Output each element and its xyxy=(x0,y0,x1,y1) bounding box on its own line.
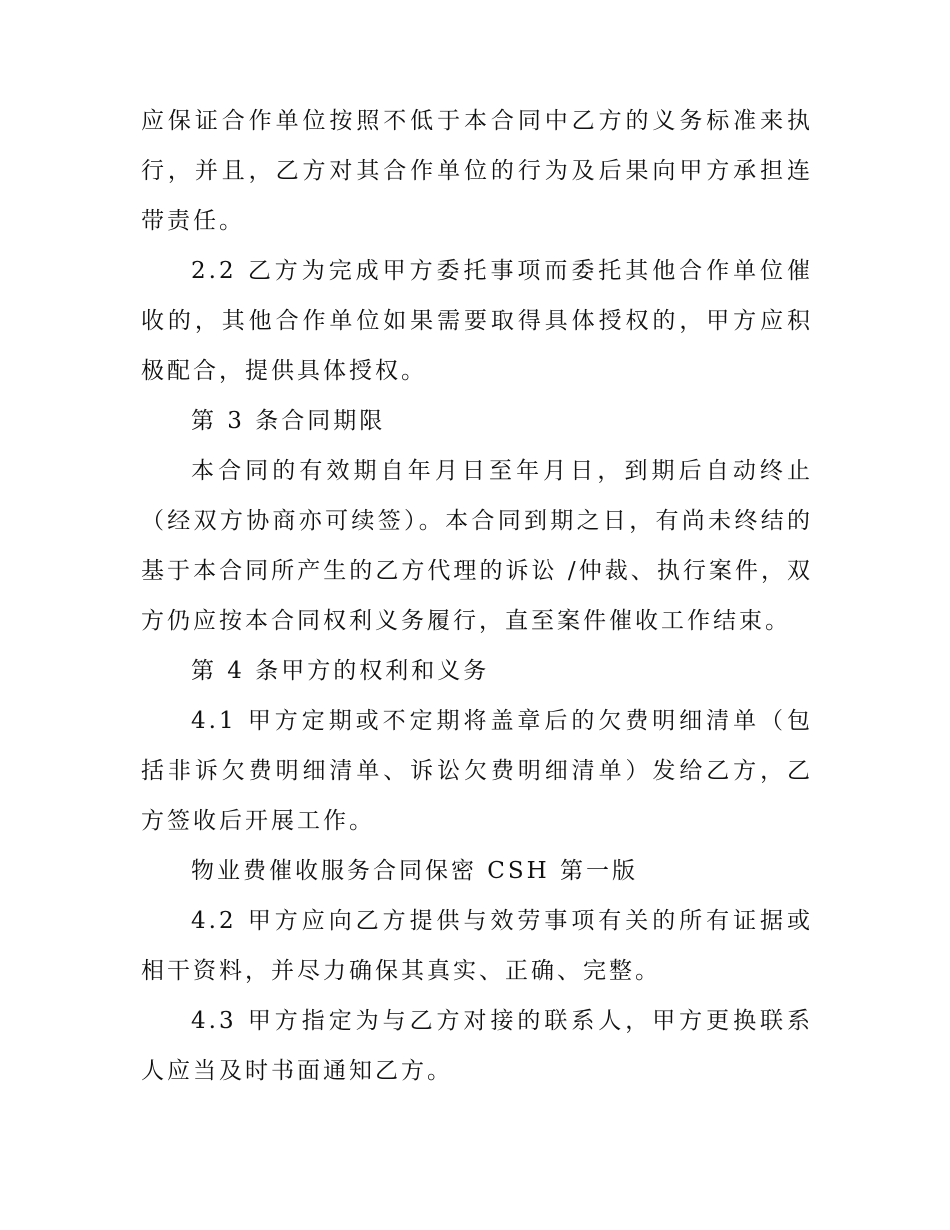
document-body xyxy=(141,96,813,1096)
paragraph-1: 应保证合作单位按照不低于本合同中乙方的义务标准来执行，并且，乙方对其合作单位的行为及后果向甲方承担连带责任。 xyxy=(141,108,813,234)
section-heading-4: 第 4 条甲方的权利和义务 xyxy=(191,658,490,684)
paragraph-4-3: 4.3 甲方指定为与乙方对接的联系人，甲方更换联系人应当及时书面通知乙方。 xyxy=(141,1008,813,1084)
section-heading-3: 第 3 条合同期限 xyxy=(191,408,386,434)
paragraph-4-1: 4.1 甲方定期或不定期将盖章后的欠费明细清单（包括非诉欠费明细清单、诉讼欠费明细清单）发给乙方，乙方签收后开展工作。 xyxy=(141,708,813,834)
paragraph-2: 2.2 乙方为完成甲方委托事项而委托其他合作单位催收的，其他合作单位如果需要取得具体授权的，甲方应积极配合，提供具体授权。 xyxy=(141,258,813,384)
paragraph-3: 本合同的有效期自年月日至年月日，到期后自动终止（经双方协商亦可续签）。本合同到期之日，有尚未终结的基于本合同所产生的乙方代理的诉讼 /仲裁、执行案件，双方仍应按本合同权利义务履行，直至案件催收工作结束。 xyxy=(141,458,813,634)
paragraph-4-2: 4.2 甲方应向乙方提供与效劳事项有关的所有证据或相干资料，并尽力确保其真实、正确、完整。 xyxy=(141,908,813,984)
document-footer-note: 物业费催收服务合同保密 CSH 第一版 xyxy=(191,858,639,884)
